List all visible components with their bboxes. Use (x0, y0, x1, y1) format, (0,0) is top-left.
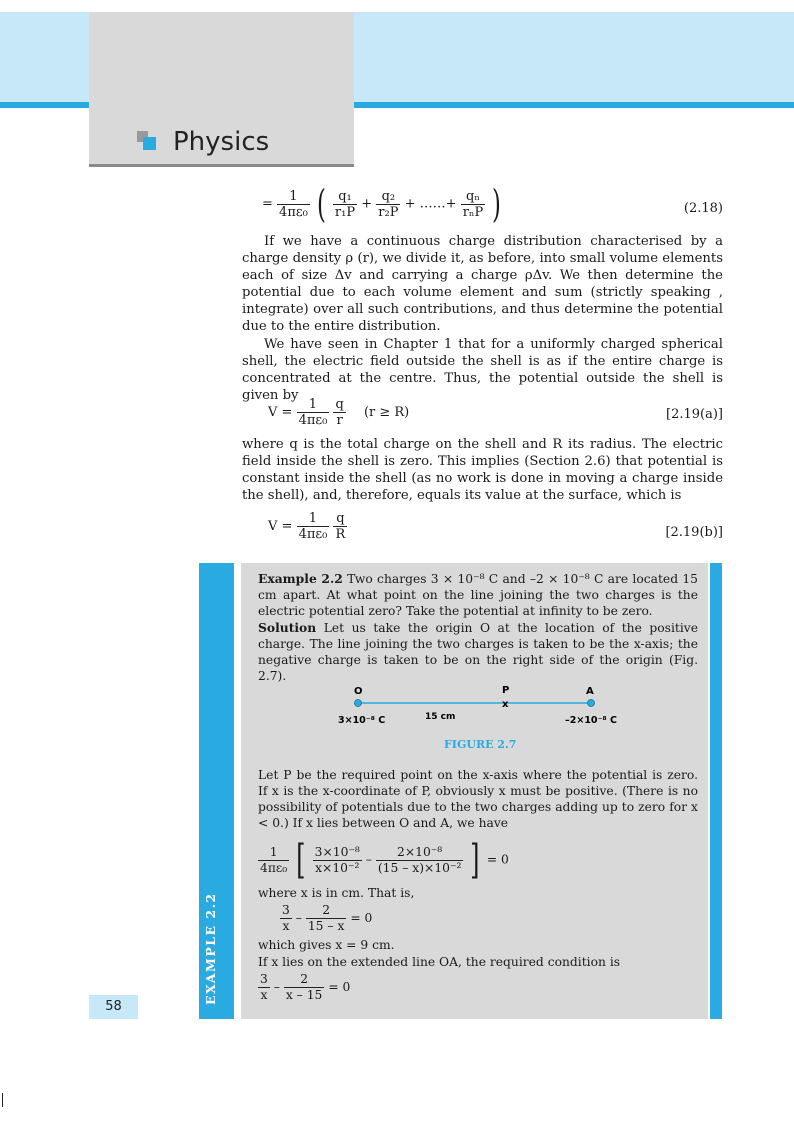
paragraph-continuous-distribution: If we have a continuous charge distribution characterised by a charge density ρ (r), we divide it, as before, into small volume elements each of size Δv and carrying a charge ρΔv. We then determine the potential due to each volume element and sum (strictly speaking , integrate) over all such contributions, and thus determine the potential due to the entire distribution. (242, 234, 723, 334)
eq-condition: (r ≥ R) (363, 405, 410, 420)
eq-lhs: V = (268, 519, 293, 534)
eq-plus: + (361, 196, 373, 212)
paragraph-spherical-shell: We have seen in Chapter 1 that for a uniformly charged spherical shell, the electric field outside the shell is as if the entire charge is concentrated at the centre. Thus, the potential outside the shell is given by (242, 337, 723, 403)
crop-mark-bottom (2, 1093, 3, 1107)
example-heading: Example 2.2 (258, 571, 343, 586)
left-paren: ( (316, 182, 326, 226)
eq-term-1: $\frac{3}{x}$ (260, 972, 268, 1002)
eq-minus: – (365, 852, 372, 867)
eq-rhs: = 0 (350, 911, 373, 925)
eq-minus: – (273, 980, 280, 994)
equation-number-2-19a: [2.19(a)] (666, 407, 723, 422)
eq-term-2: $\frac{2}{x - 15}$ (285, 972, 323, 1002)
solution-heading: Solution (258, 620, 317, 635)
charge-a-dot (588, 700, 595, 707)
right-paren: ) (492, 182, 502, 226)
eq-term-1: $\frac{\text{q₁}}{\text{r₁P}}$ (334, 188, 356, 220)
example-solution: Solution Let us take the origin O at the location of the positive charge. The line joining the two charges is taken to be the x-axis; the negative charge is taken to be on the right side of the origin (Fig. 2.7). (258, 620, 698, 683)
page-number: 58 (89, 995, 138, 1019)
paragraph-inside-shell: where q is the total charge on the shell and R its radius. The electric field inside the shell is zero. This implies (Section 2.6) that potential is constant inside the shell (as no work is done in moving a charge inside the shell), and, therefore, equals its value at the surface, which is (242, 437, 723, 503)
figure-caption: FIGURE 2.7 (444, 738, 517, 751)
eq-dots: + ……+ (404, 196, 457, 212)
eq-coefficient: $\frac{1}{\text{4πε₀}}$ (298, 511, 328, 542)
label-charge-right: –2×10⁻⁸ C (565, 715, 617, 726)
eq-fraction: $\frac{q}{R}$ (335, 511, 346, 542)
eq-term-2: $\frac{\text{q₂}}{\text{r₂P}}$ (378, 188, 399, 220)
equation-2-19a (268, 397, 409, 428)
label-p: P (502, 685, 510, 696)
logo-square-blue (143, 137, 156, 150)
eq-rhs: = 0 (328, 980, 351, 994)
charge-o-dot (355, 700, 362, 707)
eq-coefficient: $\frac{1}{\text{4πε₀}}$ (298, 397, 328, 428)
header-title-underline (89, 164, 354, 167)
eq-minus: – (295, 911, 302, 925)
figure-2-7 (330, 680, 640, 730)
example-paragraph-b: where x is in cm. That is, (258, 886, 415, 900)
eq-coefficient: $\frac{1}{\text{4πε₀}}$ (279, 188, 308, 220)
label-o: O (354, 686, 363, 697)
example-question: Example 2.2 Two charges 3 × 10⁻⁸ C and –2 × 10⁻⁸ C are located 15 cm apart. At what point on the line joining the two charges is the electric potential zero? Take the potential at infinity to be zero. (258, 571, 698, 618)
equation-2-19b (268, 511, 347, 542)
equation-2-18 (262, 182, 504, 226)
equation-number-2-18: (2.18) (683, 201, 723, 216)
eq-lhs: = (262, 196, 273, 212)
example-paragraph-d: If x lies on the extended line OA, the required condition is (258, 955, 621, 969)
eq-term-n: $\frac{\text{qₙ}}{\text{rₙP}}$ (462, 188, 484, 220)
example-right-bar (710, 563, 722, 1019)
eq-term-1: $\frac{3}{x}$ (282, 903, 290, 933)
right-bracket: ] (470, 837, 480, 883)
example-side-label: EXAMPLE 2.2 (203, 892, 218, 1005)
label-charge-left: 3×10⁻⁸ C (338, 715, 386, 726)
eq-lhs: V = (268, 405, 293, 420)
label-a: A (586, 686, 594, 697)
example-paragraph-a: Let P be the required point on the x-axis where the potential is zero. If x is the x-coordinate of P, obviously x must be positive. (There is no possibility of potentials due to the two charges adding up to zero for x < 0.) If x lies between O and A, we have (258, 768, 698, 830)
example-paragraph-c: which gives x = 9 cm. (258, 938, 395, 952)
eq-term-2: $\frac{\text{2×10⁻⁸}}{\text{(15 – x)×10⁻²}}$ (377, 844, 462, 875)
equation-number-2-19b: [2.19(b)] (665, 525, 723, 540)
eq-coefficient: $\frac{1}{\text{4πε₀}}$ (260, 844, 288, 875)
eq-term-2: $\frac{2}{15 - x}$ (307, 903, 345, 933)
label-distance: 15 cm (425, 712, 456, 722)
example-equation-2 (280, 903, 372, 934)
book-title: Physics (173, 127, 270, 157)
example-equation-1 (258, 837, 509, 883)
label-x: x (502, 699, 509, 710)
eq-fraction: $\frac{q}{r}$ (335, 397, 344, 428)
eq-term-1: $\frac{\text{3×10⁻⁸}}{\text{x×10⁻²}}$ (314, 844, 360, 875)
left-bracket: [ (296, 837, 306, 883)
example-equation-3 (258, 972, 350, 1003)
eq-rhs: = 0 (486, 852, 509, 867)
